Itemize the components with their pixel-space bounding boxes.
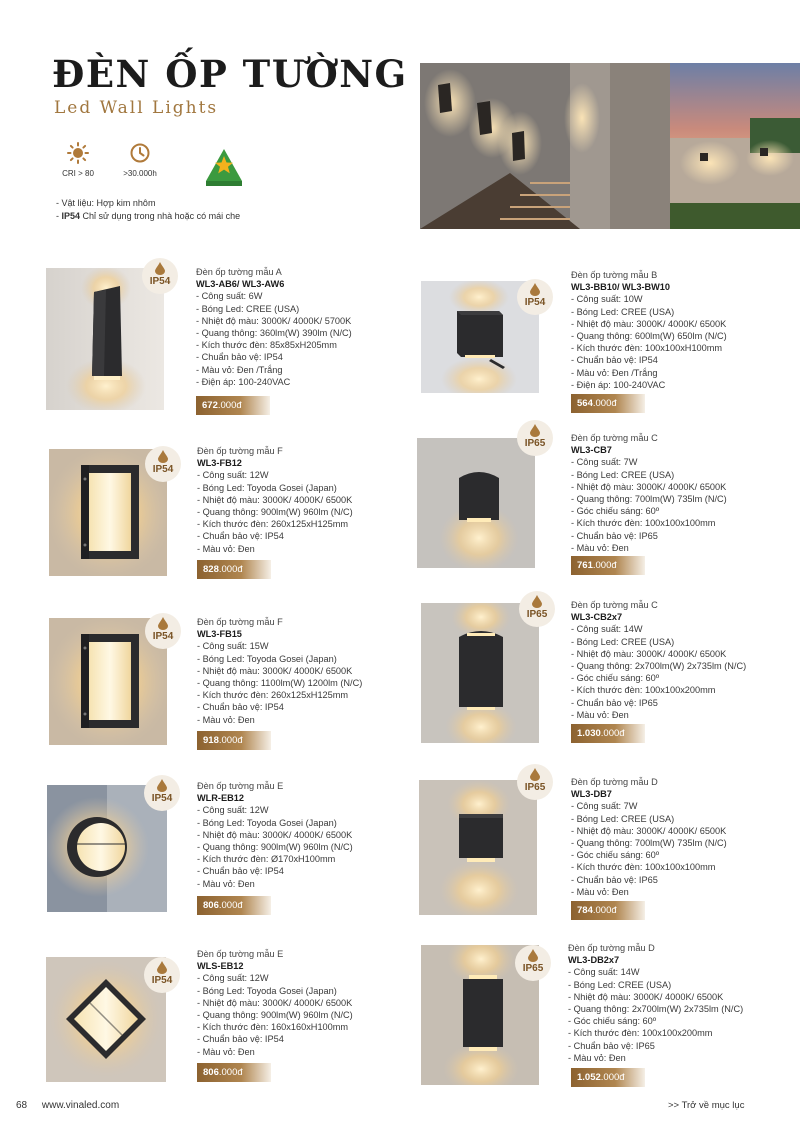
spec-line: - Chuẩn bảo vệ: IP65 [571,874,658,885]
lifetime-label: >30.000h [123,169,157,178]
product-name: Đèn ốp tường mẫu B [571,270,658,280]
hero-photo [420,63,800,229]
water-drop-icon [530,768,540,781]
spec-line: - Bóng Led: CREE (USA) [571,813,675,824]
spec-line: - Bóng Led: CREE (USA) [568,979,672,990]
spec-line: - Màu vỏ: Đen [571,709,629,720]
spec-line: - Kích thước đèn: 160x160xH100mm [197,1022,349,1033]
spec-line: - Công suất: 7W [571,457,638,468]
spec-line: - Bóng Led: CREE (USA) [196,303,300,314]
product-photo-db7 [419,780,537,915]
water-drop-icon [528,949,538,962]
spec-line: - Góc chiếu sáng: 60º [571,506,660,517]
price-tag: 828.000đ [197,560,271,579]
spec-line: - Nhiệt độ màu: 3000K/ 4000K/ 6500K [571,318,727,329]
product-model: WL3-FB15 [197,629,242,640]
hero-illustration [420,63,800,229]
product-spec [568,942,783,1064]
spec-line: - Góc chiếu sáng: 60º [571,850,660,861]
clock-icon [129,142,151,164]
ip-badge: IP54 [142,258,178,294]
spec-line: - Quang thông: 900lm(W) 960lm (N/C) [197,507,353,518]
spec-line: - Quang thông: 900lm(W) 960lm (N/C) [197,842,353,853]
spec-line: - Công suất: 14W [571,624,643,635]
spec-line: - Bóng Led: Toyoda Gosei (Japan) [197,482,337,493]
spec-line: - Nhiệt độ màu: 3000K/ 4000K/ 6500K [197,665,353,676]
material-note: - Vật liệu: Hợp kim nhôm [56,198,156,208]
page-subtitle: Led Wall Lights [54,98,219,118]
spec-line: - Kích thước đèn: 100x100x100mm [571,862,716,873]
spec-line: - Chuẩn bảo vệ: IP54 [197,866,284,877]
spec-line: - Chuẩn bảo vệ: IP54 [571,355,658,366]
product-name: Đèn ốp tường mẫu A [196,267,282,277]
price-tag: 918.000đ [197,731,271,750]
ip-badge: IP54 [144,957,180,993]
spec-line: - Kích thước đèn: 100x100xH100mm [571,343,723,354]
product-name: Đèn ốp tường mẫu D [571,777,658,787]
spec-line: - Góc chiếu sáng: 60º [568,1016,657,1027]
back-to-index-link[interactable]: >> Trở về mục lục [668,1100,745,1111]
price-tag: 806.000đ [197,1063,271,1082]
spec-line: - Quang thông: 1100lm(W) 1200lm (N/C) [197,678,363,689]
lifetime-badge [120,142,160,178]
spec-line: - Nhiệt độ màu: 3000K/ 4000K/ 6500K [197,829,353,840]
product-name: Đèn ốp tường mẫu C [571,600,658,610]
price-tag: 761.000đ [571,556,645,575]
product-name: Đèn ốp tường mẫu D [568,943,655,953]
product-spec [571,776,786,898]
ip-note: - IP54 Chỉ sử dụng trong nhà hoặc có mái che [56,211,241,221]
spec-line: - Chuẩn bảo vệ: IP54 [197,531,284,542]
spec-line: - Nhiệt độ màu: 3000K/ 4000K/ 6500K [571,481,727,492]
product-name: Đèn ốp tường mẫu C [571,433,658,443]
product-model: WLS-EB12 [197,961,244,972]
price-tag: 806.000đ [197,896,271,915]
water-drop-icon [530,283,540,296]
ip-badge: IP54 [145,446,181,482]
spec-line: - Nhiệt độ màu: 3000K/ 4000K/ 6500K [571,825,727,836]
spec-line: - Chuẩn bảo vệ: IP54 [197,702,284,713]
ip-badge: IP54 [517,279,553,315]
ip-badge: IP65 [517,764,553,800]
product-photo-cb2x7 [421,603,539,743]
spec-line: - Nhiệt độ màu: 3000K/ 4000K/ 6500K [197,997,353,1008]
spec-line: - Nhiệt độ màu: 3000K/ 4000K/ 6500K [568,991,724,1002]
water-drop-icon [158,617,168,630]
price-tag: 1.030.000đ [571,724,645,743]
spec-line: - Công suất: 12W [197,470,269,481]
price-tag: 672.000đ [196,396,270,415]
spec-line: - Kích thước đèn: Ø170xH100mm [197,854,336,865]
spec-line: - Kích thước đèn: 100x100x100mm [571,518,716,529]
water-drop-icon [530,424,540,437]
spec-line: - Quang thông: 360lm(W) 390lm (N/C) [196,328,352,339]
spec-line: - Điện áp: 100-240VAC [196,376,291,387]
spec-line: - Góc chiếu sáng: 60º [571,673,660,684]
product-model: WL3-FB12 [197,458,242,469]
spec-line: - Bóng Led: CREE (USA) [571,469,675,480]
ip-badge: IP54 [144,775,180,811]
spec-line: - Quang thông: 600lm(W) 650lm (N/C) [571,331,727,342]
spec-line: - Quang thông: 2x700lm(W) 2x735lm (N/C) [568,1004,744,1015]
spec-line: - Chuẩn bảo vệ: IP65 [571,530,658,541]
product-spec [571,269,786,391]
spec-line: - Quang thông: 700lm(W) 735lm (N/C) [571,838,727,849]
product-spec [197,445,412,555]
spec-line: - Công suất: 7W [571,801,638,812]
spec-line: - Kích thước đèn: 100x100x200mm [568,1028,713,1039]
water-drop-icon [157,779,167,792]
product-spec [571,432,786,554]
water-drop-icon [532,595,542,608]
website-link[interactable]: www.vinaled.com [41,1100,120,1111]
product-name: Đèn ốp tường mẫu F [197,617,283,627]
price-tag: 1.052.000đ [571,1068,645,1087]
ip-badge: IP54 [145,613,181,649]
cri-label: CRI > 80 [62,169,94,178]
spec-line: - Chuẩn bảo vệ: IP65 [568,1040,655,1051]
spec-line: - Màu vỏ: Đen /Trắng [196,364,283,375]
spec-line: - Công suất: 14W [568,967,640,978]
water-drop-icon [155,262,165,275]
product-name: Đèn ốp tường mẫu E [197,949,284,959]
spec-line: - Bóng Led: Toyoda Gosei (Japan) [197,653,337,664]
spec-line: - Công suất: 12W [197,805,269,816]
spec-line: - Công suất: 12W [197,973,269,984]
product-spec [197,616,412,726]
spec-line: - Kích thước đèn: 85x85xH205mm [196,340,337,351]
cri-badge [58,142,98,178]
spec-line: - Kích thước đèn: 260x125xH125mm [197,690,349,701]
product-name: Đèn ốp tường mẫu F [197,446,283,456]
page-title: ĐÈN ỐP TƯỜNG [52,52,408,96]
spec-line: - Quang thông: 700lm(W) 735lm (N/C) [571,494,727,505]
spec-line: - Màu vỏ: Đen [197,714,255,725]
ip-badge: IP65 [515,945,551,981]
product-model: WL3-AB6/ WL3-AW6 [196,279,285,290]
notes [56,197,240,223]
spec-line: - Chuẩn bảo vệ: IP54 [196,352,283,363]
spec-line: - Bóng Led: Toyoda Gosei (Japan) [197,985,337,996]
certification-logo [203,147,245,189]
spec-line: - Công suất: 6W [196,291,263,302]
spec-line: - Bóng Led: CREE (USA) [571,306,675,317]
spec-line: - Màu vỏ: Đen [197,1046,255,1057]
spec-line: - Màu vỏ: Đen [571,886,629,897]
ip-badge: IP65 [517,420,553,456]
spec-line: - Quang thông: 900lm(W) 960lm (N/C) [197,1010,353,1021]
product-spec [196,266,411,388]
spec-line: - Nhiệt độ màu: 3000K/ 4000K/ 5700K [196,315,352,326]
product-model: WL3-CB7 [571,445,612,456]
water-drop-icon [158,450,168,463]
product-model: WLR-EB12 [197,793,244,804]
spec-line: - Nhiệt độ màu: 3000K/ 4000K/ 6500K [197,494,353,505]
spec-line: - Màu vỏ: Đen [197,878,255,889]
product-model: WL3-BB10/ WL3-BW10 [571,282,671,293]
product-spec [197,948,412,1058]
spec-line: - Kích thước đèn: 260x125xH125mm [197,519,349,530]
product-spec [571,599,786,721]
spec-line: - Công suất: 15W [197,641,269,652]
product-model: WL3-CB2x7 [571,612,623,623]
ip-badge: IP65 [519,591,555,627]
footer-left [16,1100,119,1111]
spec-line: - Màu vỏ: Đen /Trắng [571,367,658,378]
spec-line: - Điện áp: 100-240VAC [571,379,666,390]
water-drop-icon [157,961,167,974]
product-photo-cb7 [417,438,535,568]
page-number: 68 [16,1100,28,1111]
spec-line: - Chuẩn bảo vệ: IP54 [197,1034,284,1045]
spec-line: - Bóng Led: Toyoda Gosei (Japan) [197,817,337,828]
spec-line: - Chuẩn bảo vệ: IP65 [571,697,658,708]
spec-line: - Màu vỏ: Đen [568,1052,626,1063]
product-photo-a [46,268,164,410]
spec-line: - Quang thông: 2x700lm(W) 2x735lm (N/C) [571,661,747,672]
sun-icon [67,142,89,164]
spec-line: - Màu vỏ: Đen [197,543,255,554]
price-tag: 784.000đ [571,901,645,920]
spec-line: - Bóng Led: CREE (USA) [571,636,675,647]
spec-line: - Công suất: 10W [571,294,643,305]
spec-line: - Kích thước đèn: 100x100x200mm [571,685,716,696]
spec-line: - Nhiệt độ màu: 3000K/ 4000K/ 6500K [571,648,727,659]
price-tag: 564.000đ [571,394,645,413]
product-spec [197,780,412,890]
spec-line: - Màu vỏ: Đen [571,542,629,553]
product-model: WL3-DB2x7 [568,955,620,966]
product-model: WL3-DB7 [571,789,612,800]
product-name: Đèn ốp tường mẫu E [197,781,284,791]
